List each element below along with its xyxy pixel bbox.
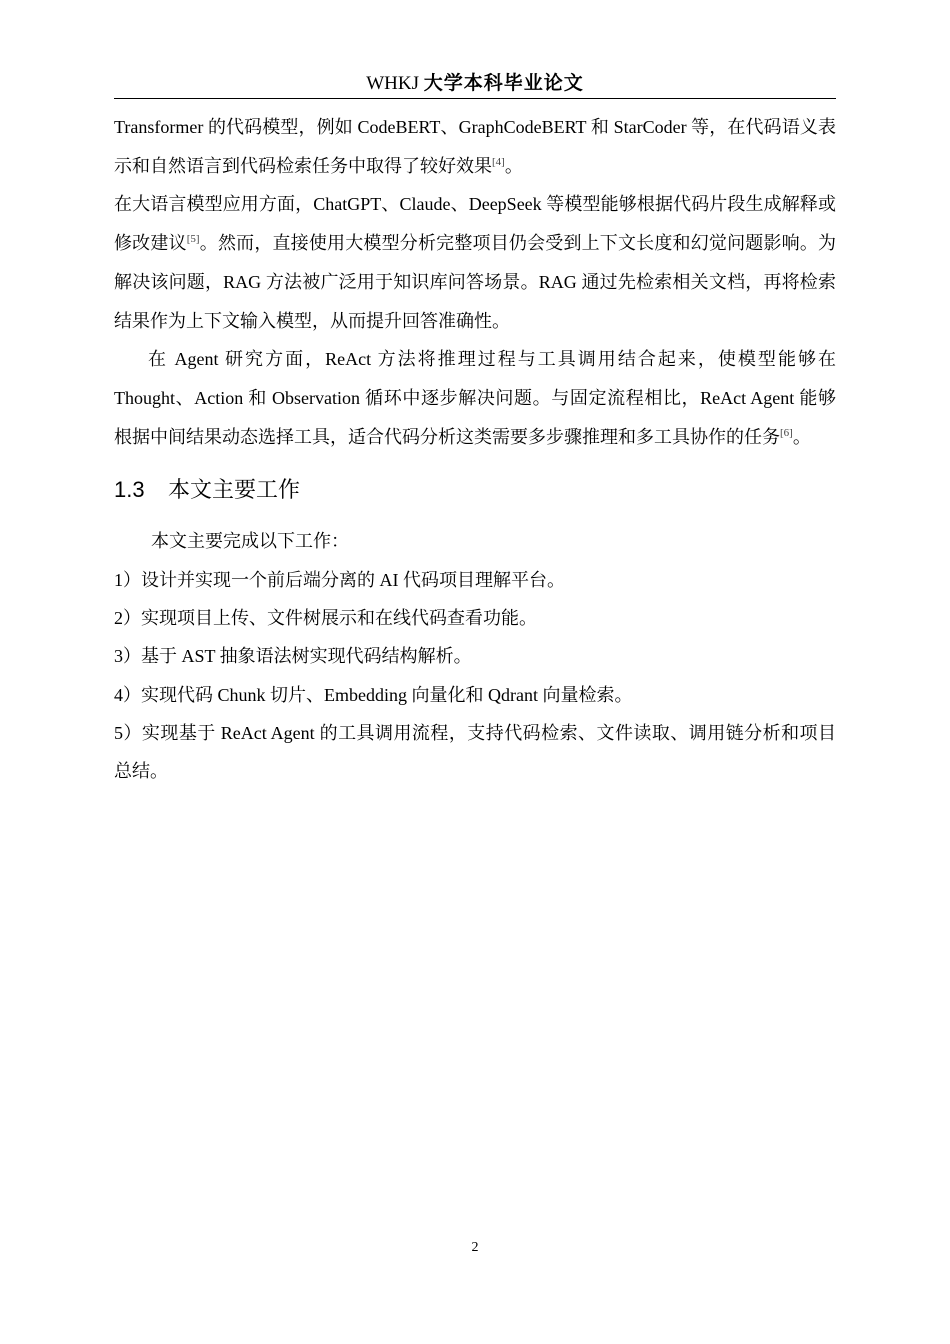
paragraph-text: Transformer 的代码模型，例如 CodeBERT、GraphCodeBERT 和 StarCoder 等，在代码语义表示和自然语言到代码检索任务中取得了较好效果 — [114, 117, 836, 176]
section-heading — [114, 470, 836, 510]
work-list-item: 3）基于 AST 抽象语法树实现代码结构解析。 — [114, 646, 472, 667]
section-number: 1.3 — [114, 477, 145, 503]
header-school-code: WHKJ — [366, 73, 419, 94]
paragraph-text: 在 Agent 研究方面，ReAct 方法将推理过程与工具调用结合起来，使模型能够在 Thought、Action 和 Observation 循环中逐步解决问题。与固定流程相比，ReAct Agent 能够根据中间结果动态选择工具，适合代码分析这类需要多步骤推理和多工具协作的任务 — [114, 349, 836, 447]
header-thesis-title: 大学本科毕业论文 — [423, 72, 584, 94]
work-intro-line: 本文主要完成以下工作： — [151, 531, 349, 552]
work-list-item: 5）实现基于 ReAct Agent 的工具调用流程，支持代码检索、文件读取、调用链分析和项目总结。 — [114, 722, 836, 782]
page-body — [114, 108, 836, 790]
paragraph-related-work-llm-rag — [114, 185, 836, 340]
citation-ref: [5] — [186, 233, 200, 246]
page-header — [114, 70, 836, 97]
work-list-item: 4）实现代码 Chunk 切片、Embedding 向量化和 Qdrant 向量检索。 — [114, 684, 633, 705]
header-rule — [114, 98, 836, 99]
page-number: 2 — [471, 1240, 479, 1255]
citation-ref: [6] — [780, 426, 793, 439]
section-title: 本文主要工作 — [168, 477, 301, 503]
paragraph-tail: 。然而，直接使用大模型分析完整项目仍会受到上下文长度和幻觉问题影响。为解决该问题，RAG 方法被广泛用于知识库问答场景。RAG 通过先检索相关文档，再将检索结果作为上下文输入模型，从而提升回答准确性。 — [114, 233, 837, 331]
citation-ref: [4] — [492, 155, 505, 168]
work-list-item: 1）设计并实现一个前后端分离的 AI 代码项目理解平台。 — [114, 570, 565, 591]
paragraph-tail: 。 — [504, 155, 523, 176]
paragraph-related-work-agent — [114, 340, 836, 456]
paragraph-related-work-code-models — [114, 108, 836, 185]
paragraph-text: 在大语言模型应用方面，ChatGPT、Claude、DeepSeek 等模型能够根据代码片段生成解释或修改建议 — [114, 194, 836, 254]
paragraph-tail: 。 — [792, 426, 811, 447]
work-list-item: 2）实现项目上传、文件树展示和在线代码查看功能。 — [114, 608, 537, 629]
